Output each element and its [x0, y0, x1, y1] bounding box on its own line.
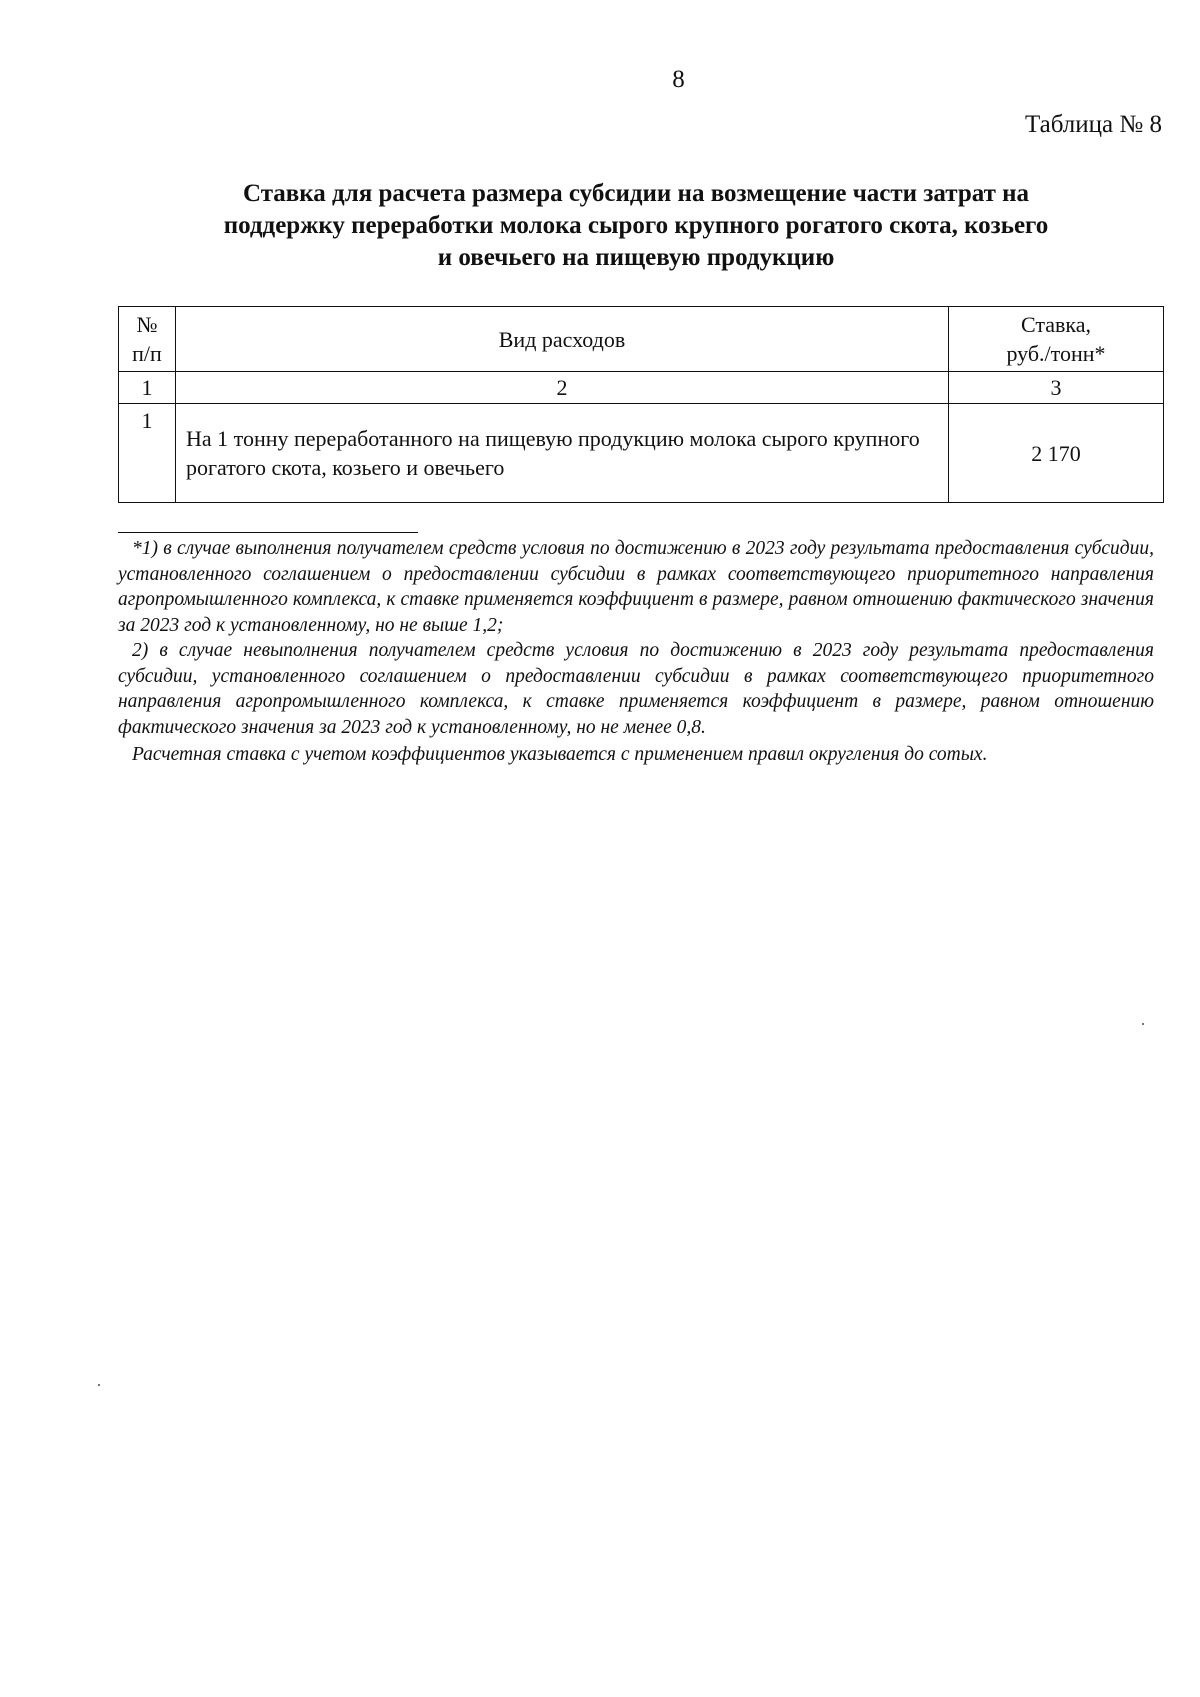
column-number-3: 3 — [949, 372, 1164, 404]
header-rate — [949, 307, 1164, 372]
page-number: 8 — [672, 66, 685, 93]
header-rate-line-2: руб./тонн* — [1006, 341, 1106, 366]
title-line-2: поддержку переработки молока сырого крупного рогатого скота, козьего — [223, 212, 1049, 239]
footnote-3: Расчетная ставка с учетом коэффициентов указывается с применением правил округления до сотых. — [132, 744, 988, 765]
rates-table — [118, 306, 1164, 503]
table-header-row — [119, 307, 1164, 372]
footnote-separator — [118, 532, 418, 533]
scan-speck — [1142, 1023, 1144, 1025]
column-number-row — [119, 372, 1164, 404]
column-number-1: 1 — [119, 372, 176, 404]
header-number-line-2: п/п — [132, 341, 162, 366]
table-label: Таблица № 8 — [1024, 111, 1162, 138]
row-description: На 1 тонну переработанного на пищевую продукцию молока сырого крупного рогатого скота, козьего и овечьего — [176, 404, 949, 503]
column-number-2: 2 — [176, 372, 949, 404]
title-line-1: Ставка для расчета размера субсидии на возмещение части затрат на — [242, 180, 1030, 207]
header-rate-line-1: Ставка, — [1020, 312, 1092, 337]
row-rate: 2 170 — [949, 404, 1164, 503]
footnote-1: *1) в случае выполнения получателем средств условия по достижению в 2023 году результата предоставления субсидии, установленного соглашением о предоставлении субсидии в рамках соответствующего приоритетного направления агропромышленного комплекса, к ставке применяется коэффициент в размере, равном отношению фактического значения за 2023 год к установленному, но не выше 1,2; — [118, 538, 1154, 636]
title-line-3: и овечьего на пищевую продукцию — [437, 244, 835, 271]
table-row — [119, 404, 1164, 503]
header-expense-type: Вид расходов — [176, 307, 949, 372]
document-title — [118, 178, 1154, 274]
scan-speck — [98, 1384, 100, 1386]
footnote-2: 2) в случае невыполнения получателем средств условия по достижению в 2023 году результата предоставления субсидии, установленного соглашением о предоставлении субсидии в рамках соответствующего приоритетного направления агропромышленного комплекса, к ставке применяется коэффициент в размере, равном отношению фактического значения за 2023 год к установленному, но не менее 0,8. — [118, 640, 1154, 738]
header-number — [119, 307, 176, 372]
header-number-line-1: № — [136, 312, 158, 337]
footnotes — [118, 536, 1154, 768]
row-number: 1 — [119, 404, 176, 503]
